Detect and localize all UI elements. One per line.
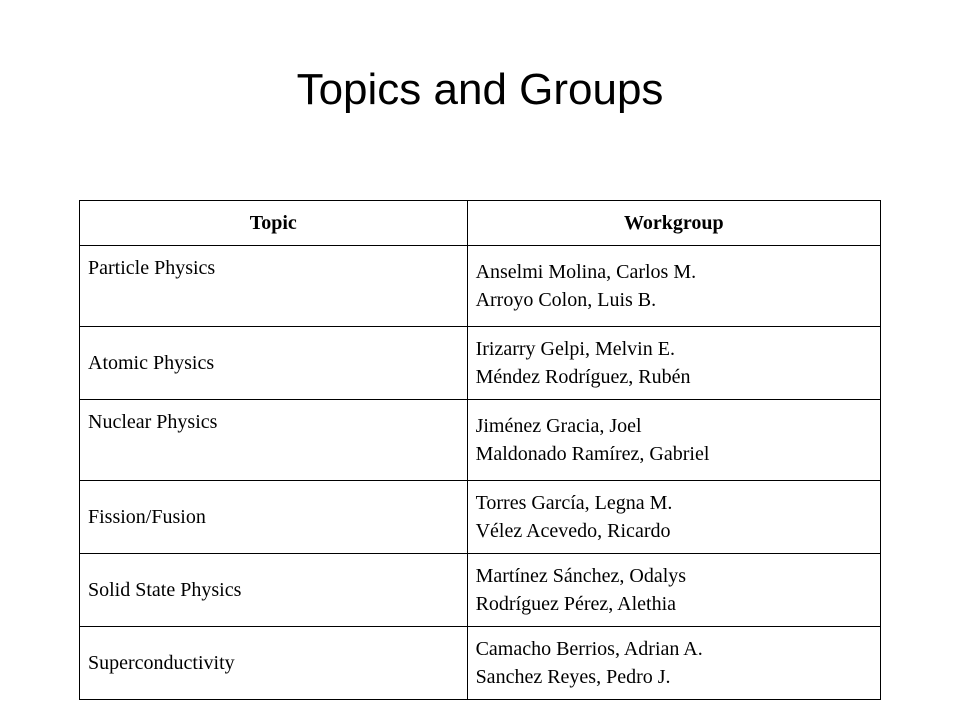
member-name: Martínez Sánchez, Odalys: [475, 565, 687, 587]
header-workgroup: Workgroup: [467, 201, 880, 246]
table-row: [80, 246, 881, 327]
topic-cell: Fission/Fusion: [80, 481, 468, 554]
member-name: Anselmi Molina, Carlos M.: [475, 261, 697, 283]
workgroup-cell: [467, 627, 880, 700]
topic-cell: Solid State Physics: [80, 554, 468, 627]
member-name: Vélez Acevedo, Ricardo: [475, 520, 671, 542]
table-row: [80, 481, 881, 554]
header-topic: Topic: [80, 201, 468, 246]
table-row: [80, 400, 881, 481]
topic-cell: Atomic Physics: [80, 327, 468, 400]
member-name: Maldonado Ramírez, Gabriel: [475, 443, 710, 465]
workgroup-cell: [467, 400, 880, 481]
workgroup-cell: [467, 327, 880, 400]
workgroup-cell: [467, 481, 880, 554]
member-name: Rodríguez Pérez, Alethia: [475, 593, 677, 615]
topic-cell: Nuclear Physics: [80, 400, 468, 481]
table-row: [80, 327, 881, 400]
member-name: Sanchez Reyes, Pedro J.: [475, 666, 671, 688]
member-name: Jiménez Gracia, Joel: [475, 415, 642, 437]
topic-cell: Particle Physics: [80, 246, 468, 327]
workgroup-cell: [467, 246, 880, 327]
member-name: Irizarry Gelpi, Melvin E.: [475, 338, 675, 360]
topics-table: [79, 200, 881, 700]
member-name: Camacho Berrios, Adrian A.: [475, 638, 703, 660]
member-name: Arroyo Colon, Luis B.: [475, 289, 657, 311]
topic-cell: Superconductivity: [80, 627, 468, 700]
table-header-row: [80, 201, 881, 246]
member-name: Torres García, Legna M.: [475, 492, 673, 514]
member-name: Méndez Rodríguez, Rubén: [475, 366, 691, 388]
table-row: [80, 554, 881, 627]
table-row: [80, 627, 881, 700]
page-title: Topics and Groups: [296, 65, 664, 114]
workgroup-cell: [467, 554, 880, 627]
